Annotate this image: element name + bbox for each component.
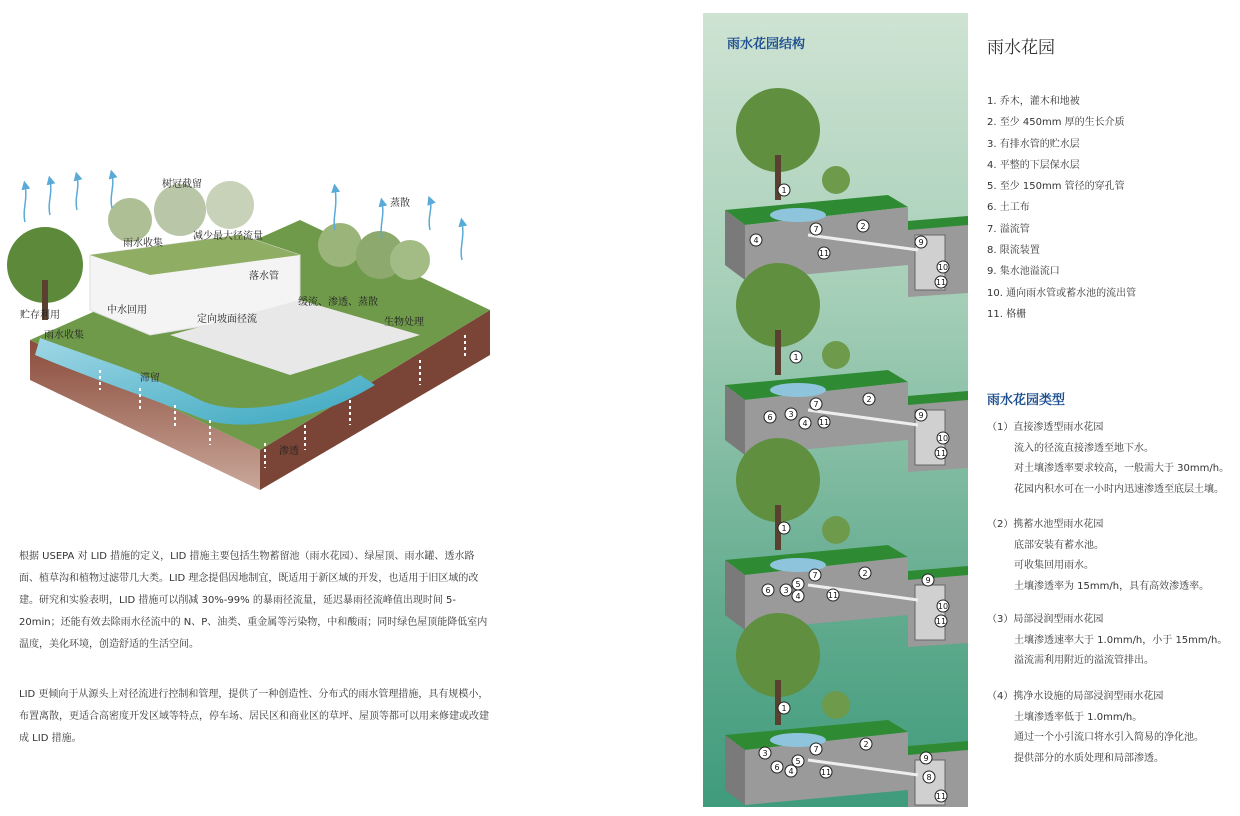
- label-downspout: 落水管: [249, 271, 279, 282]
- type-line: 可收集回用雨水。: [1014, 560, 1094, 572]
- type-line: 对土壤渗透率要求较高，一般需大于 30mm/h。: [1014, 463, 1230, 475]
- component-item: 8. 限流装置: [987, 245, 1040, 257]
- number-badge: [810, 223, 822, 235]
- number-badge-label: 6: [765, 586, 771, 595]
- number-badge-label: 10: [937, 434, 949, 443]
- number-badge: [809, 569, 821, 581]
- type-heading: （2）携蓄水池型雨水花园: [987, 519, 1104, 530]
- type-purification: [987, 687, 1204, 770]
- number-badge-label: 9: [918, 238, 924, 247]
- number-badge: [778, 522, 790, 534]
- number-badge-label: 3: [762, 749, 768, 758]
- type-heading: （1）直接渗透型雨水花园: [987, 422, 1104, 433]
- type-partial-infiltration: [987, 610, 1227, 672]
- component-item: 11. 格栅: [987, 308, 1027, 320]
- component-item: 7. 溢流管: [987, 223, 1030, 235]
- type-line: 提供部分的水质处理和局部渗透。: [1014, 753, 1164, 765]
- number-badge: [778, 702, 790, 714]
- type-direct-infiltration: [987, 418, 1229, 501]
- number-badge-label: 7: [813, 745, 819, 754]
- number-badge-label: 1: [781, 704, 787, 713]
- number-badge-label: 9: [918, 411, 924, 420]
- structure-block-partial: [703, 425, 968, 626]
- type-line: 通过一个小引流口将水引入简易的净化池。: [1014, 732, 1204, 744]
- number-badge: [857, 220, 869, 232]
- number-badge-label: 6: [767, 413, 773, 422]
- number-badge: [920, 752, 932, 764]
- number-badge: [935, 790, 947, 802]
- label-storage-use: 贮存利用: [20, 310, 60, 321]
- number-badge-label: 7: [813, 225, 819, 234]
- cross-section-2: [703, 250, 968, 458]
- component-item: 3. 有排水管的贮水层: [987, 138, 1080, 150]
- number-badge-label: 4: [795, 592, 801, 601]
- structure-block-direct: [703, 75, 968, 287]
- label-greywater-reuse: 中水回用: [107, 305, 147, 316]
- number-badge-label: 1: [781, 524, 787, 533]
- number-badge-label: 11: [935, 278, 947, 287]
- number-badge: [820, 766, 832, 778]
- structure-block-purify: [703, 600, 968, 801]
- component-item: 4. 平整的下层保水层: [987, 159, 1080, 171]
- number-badge-label: 11: [935, 449, 947, 458]
- number-badge: [810, 743, 822, 755]
- lid-definition-paragraph: 根据 USEPA 对 LID 措施的定义，LID 措施主要包括生物蓄留池（雨水花园）、绿屋顶、雨水罐、透水路面、植草沟和植物过滤带几大类。LID 理念提倡因地制宜，既适用于新区域的开发，也适用于旧区域的改建。研究和实验表明，LID 措施可以削减 30%-99% 的暴雨径流量，延迟暴雨径流峰值出现时间 5-20min；还能有效去除雨水径流中的 N、P、油类、重金属等污染物，中和酸雨；同时绿色屋顶能降低室内温度，美化环境，创造舒适的生活空间。: [19, 551, 488, 650]
- number-badge-label: 10: [937, 602, 949, 611]
- component-item: 10. 通向雨水管或蓄水池的流出管: [987, 287, 1137, 299]
- number-badge: [771, 761, 783, 773]
- number-badge-label: 11: [820, 768, 832, 777]
- number-badge-label: 11: [818, 249, 830, 258]
- number-badge: [859, 567, 871, 579]
- number-badge: [762, 584, 774, 596]
- label-evaporation: 蒸散: [390, 198, 410, 209]
- number-badge: [915, 236, 927, 248]
- cross-section-3: [703, 425, 968, 626]
- number-badge: [785, 408, 797, 420]
- number-badge: [790, 351, 802, 363]
- number-badge-label: 9: [925, 576, 931, 585]
- number-badge-label: 11: [827, 591, 839, 600]
- number-badge-label: 8: [926, 773, 932, 782]
- type-line: 流入的径流直接渗透至地下水。: [1014, 442, 1154, 454]
- number-badge: [915, 409, 927, 421]
- number-badge-label: 5: [795, 757, 801, 766]
- component-item: 9. 集水池溢流口: [987, 266, 1060, 278]
- cross-section-1: [703, 75, 968, 287]
- label-rain-collect: 雨水收集: [44, 330, 84, 341]
- number-badge: [792, 578, 804, 590]
- lid-diagram: [0, 160, 520, 500]
- number-badge: [750, 234, 762, 246]
- number-badge-label: 11: [935, 792, 947, 801]
- number-badge-label: 7: [812, 571, 818, 580]
- number-badge-label: 3: [788, 410, 794, 419]
- label-reduce-runoff: 减少最大径流量: [193, 231, 263, 242]
- component-item: 1. 乔木，灌木和地被: [987, 96, 1080, 107]
- number-badge-label: 7: [813, 400, 819, 409]
- label-directed-slope: 定向坡面径流: [197, 314, 257, 325]
- type-heading: （3）局部浸润型雨水花园: [987, 614, 1104, 625]
- components-list: [987, 91, 1136, 325]
- number-badge-label: 2: [863, 740, 869, 749]
- label-rain-harvest: 雨水收集: [123, 238, 163, 249]
- types-title: 雨水花园类型: [987, 393, 1066, 408]
- component-item: 5. 至少 150mm 管径的穿孔管: [987, 181, 1125, 193]
- type-heading: （4）携净水设施的局部浸润型雨水花园: [987, 691, 1164, 702]
- label-slow-release: 缓流、渗透、蒸散: [298, 297, 378, 308]
- number-badge-label: 11: [818, 418, 830, 427]
- number-badge-label: 6: [774, 763, 780, 772]
- number-badge-label: 9: [923, 754, 929, 763]
- number-badge: [764, 411, 776, 423]
- number-badge: [923, 771, 935, 783]
- component-item: 2. 至少 450mm 厚的生长介质: [987, 117, 1125, 129]
- number-badge: [792, 755, 804, 767]
- structure-block-storage: [703, 250, 968, 458]
- type-line: 花园内积水可在一小时内迅速渗透至底层土壤。: [1014, 484, 1224, 496]
- number-badge-label: 5: [795, 580, 801, 589]
- number-badge-label: 1: [781, 186, 787, 195]
- number-badge: [922, 574, 934, 586]
- number-badge-label: 4: [788, 767, 794, 776]
- number-badge-label: 4: [802, 419, 808, 428]
- number-badge: [780, 584, 792, 596]
- type-line: 土壤渗透率低于 1.0mm/h。: [1014, 711, 1143, 723]
- number-badge: [810, 398, 822, 410]
- label-bio-treatment: 生物处理: [384, 317, 424, 328]
- label-retention: 滞留: [140, 373, 160, 384]
- number-badge: [759, 747, 771, 759]
- number-badge-label: 11: [935, 617, 947, 626]
- number-badge: [778, 184, 790, 196]
- number-badge-label: 2: [860, 222, 866, 231]
- lid-source-control-paragraph: LID 更倾向于从源头上对径流进行控制和管理，提供了一种创造性、分布式的雨水管理措施，具有规模小，布置离散，更适合高密度开发区域等特点，停车场、居民区和商业区的草坪、屋顶等都可以用来修建或改建成 LID 措施。: [19, 689, 489, 744]
- type-line: 溢流需利用附近的溢流管排出。: [1014, 655, 1154, 667]
- number-badge-label: 2: [866, 395, 872, 404]
- cross-section-4: [703, 600, 968, 801]
- number-badge-label: 1: [793, 353, 799, 362]
- structure-title: 雨水花园结构: [727, 37, 806, 52]
- label-infiltration: 渗透: [279, 446, 299, 457]
- type-line: 底部安装有蓄水池。: [1014, 539, 1104, 551]
- garden-title: 雨水花园: [987, 38, 1055, 58]
- structure-panel: [703, 13, 968, 807]
- number-badge-label: 4: [753, 236, 759, 245]
- number-badge: [863, 393, 875, 405]
- type-storage-tank: [987, 515, 1209, 598]
- number-badge-label: 3: [783, 586, 789, 595]
- number-badge-label: 2: [862, 569, 868, 578]
- number-badge: [860, 738, 872, 750]
- component-item: 6. 土工布: [987, 202, 1030, 214]
- label-canopy: 树冠截留: [162, 179, 202, 190]
- type-line: 土壤渗透速率大于 1.0mm/h，小于 15mm/h。: [1014, 634, 1228, 646]
- type-line: 土壤渗透率为 15mm/h，具有高效渗透率。: [1014, 581, 1210, 593]
- number-badge-label: 10: [937, 263, 949, 272]
